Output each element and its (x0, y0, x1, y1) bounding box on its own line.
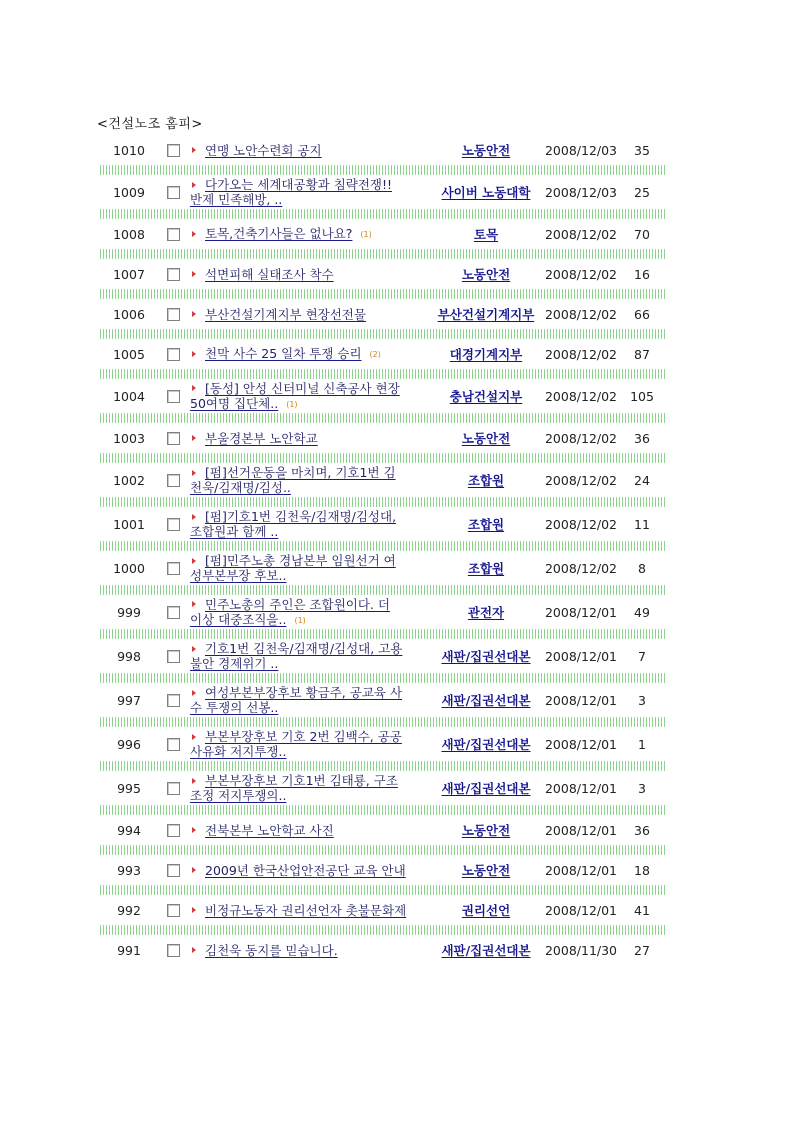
select-cell (158, 864, 188, 877)
post-number: 1002 (113, 472, 145, 488)
post-number: 1007 (113, 266, 145, 282)
post-title-link[interactable]: 2009년 한국산업안전공단 교육 안내 (205, 862, 406, 878)
post-number: 1009 (113, 184, 145, 200)
post-date: 2008/12/01 (544, 648, 618, 664)
view-count: 49 (634, 604, 650, 620)
post-date: 2008/12/01 (544, 902, 618, 918)
category-link[interactable]: 관전자 (467, 605, 505, 620)
row-divider (100, 209, 666, 219)
select-checkbox[interactable] (167, 904, 180, 917)
view-count: 7 (638, 648, 646, 664)
select-checkbox[interactable] (167, 650, 180, 663)
bullet-arrow-icon (192, 558, 196, 564)
bullet-arrow-icon (192, 351, 196, 357)
category-link[interactable]: 토목 (473, 227, 499, 242)
post-row (100, 815, 666, 845)
view-count: 41 (634, 902, 650, 918)
view-count: 35 (634, 142, 650, 158)
post-title-link[interactable]: [펌]기호1번 김천욱/김재명/김성대, (205, 509, 397, 524)
post-row (100, 299, 666, 329)
post-title-cell (188, 641, 431, 671)
post-date: 2008/12/02 (544, 516, 618, 532)
row-divider (100, 673, 666, 683)
post-number: 1000 (113, 560, 145, 576)
row-divider (100, 845, 666, 855)
post-title-link[interactable]: 토목,건축기사들은 없나요? (205, 226, 353, 241)
post-title-cell (188, 307, 431, 322)
view-count: 36 (634, 430, 650, 446)
post-title-cell (188, 143, 431, 158)
post-number: 991 (117, 942, 141, 958)
category-link[interactable]: 노동안전 (461, 863, 511, 878)
post-number: 1003 (113, 430, 145, 446)
bullet-arrow-icon (192, 601, 196, 607)
category-link[interactable]: 권리선언 (461, 903, 511, 918)
row-divider (100, 249, 666, 259)
post-date: 2008/12/01 (544, 862, 618, 878)
select-checkbox[interactable] (167, 228, 180, 241)
post-number: 1004 (113, 388, 145, 404)
post-number: 995 (117, 780, 141, 796)
select-cell (158, 144, 188, 157)
category-link[interactable]: 부산건설기계지부 (437, 307, 535, 322)
category-link[interactable]: 새판/집권선대본 (441, 649, 531, 664)
category-cell (431, 779, 541, 797)
bullet-arrow-icon (192, 867, 196, 873)
post-date: 2008/12/02 (544, 226, 618, 242)
select-checkbox[interactable] (167, 864, 180, 877)
select-checkbox[interactable] (167, 782, 180, 795)
post-number: 996 (117, 736, 141, 752)
post-row (100, 855, 666, 885)
category-cell (431, 429, 541, 447)
reply-count: (1) (360, 230, 372, 239)
select-checkbox[interactable] (167, 186, 180, 199)
post-title-cell (188, 685, 431, 715)
post-title-link[interactable]: 전북본부 노안학교 사진 (205, 822, 334, 838)
post-list (100, 135, 666, 965)
select-checkbox[interactable] (167, 308, 180, 321)
category-cell (431, 225, 541, 243)
category-link[interactable]: 새판/집권선대본 (441, 781, 531, 796)
select-checkbox[interactable] (167, 268, 180, 281)
view-count: 3 (638, 780, 646, 796)
category-link[interactable]: 노동안전 (461, 143, 511, 158)
row-divider (100, 629, 666, 639)
post-title-link-continued[interactable]: 이상 대중조직을.. (190, 611, 287, 627)
view-count: 105 (630, 388, 654, 404)
post-row (100, 935, 666, 965)
select-checkbox[interactable] (167, 518, 180, 531)
bullet-arrow-icon (192, 182, 196, 188)
post-title-cell (188, 773, 431, 803)
post-title-link-continued[interactable]: 조정 저지투쟁의.. (190, 788, 287, 803)
post-title-link-continued[interactable]: 천욱/김재명/김성.. (190, 480, 291, 495)
post-number: 998 (117, 648, 141, 664)
post-title-link[interactable]: 부본부장후보 기호 2번 김백수, 공공 (205, 729, 402, 744)
row-divider (100, 717, 666, 727)
post-row (100, 771, 666, 805)
select-checkbox[interactable] (167, 432, 180, 445)
post-row (100, 595, 666, 629)
post-title-link-continued[interactable]: 불안 경제위기 .. (190, 656, 279, 671)
category-cell (431, 265, 541, 283)
select-cell (158, 738, 188, 751)
post-row (100, 135, 666, 165)
post-row (100, 551, 666, 585)
bullet-arrow-icon (192, 470, 196, 476)
bullet-arrow-icon (192, 271, 196, 277)
row-divider (100, 453, 666, 463)
select-cell (158, 694, 188, 707)
post-number: 999 (117, 604, 141, 620)
category-cell (431, 603, 541, 621)
post-number: 1010 (113, 142, 145, 158)
select-cell (158, 606, 188, 619)
category-link[interactable]: 새판/집권선대본 (441, 693, 531, 708)
category-link[interactable]: 사이버 노동대학 (441, 185, 531, 200)
post-date: 2008/12/02 (544, 346, 618, 362)
bullet-arrow-icon (192, 514, 196, 520)
view-count: 24 (634, 472, 650, 488)
post-number: 1005 (113, 346, 145, 362)
category-cell (431, 647, 541, 665)
post-title-cell (188, 509, 431, 539)
post-date: 2008/12/02 (544, 472, 618, 488)
row-divider (100, 925, 666, 935)
post-row (100, 339, 666, 369)
post-title-link-continued[interactable]: 수 투쟁의 선봉.. (190, 700, 279, 715)
row-divider (100, 541, 666, 551)
post-title-cell (188, 267, 431, 282)
reply-count: (2) (369, 350, 381, 359)
post-row (100, 727, 666, 761)
post-date: 2008/12/02 (544, 306, 618, 322)
category-cell (431, 515, 541, 533)
select-cell (158, 518, 188, 531)
view-count: 8 (638, 560, 646, 576)
bullet-arrow-icon (192, 734, 196, 740)
category-link[interactable]: 조합원 (467, 517, 505, 532)
post-date: 2008/12/01 (544, 604, 618, 620)
post-date: 2008/12/02 (544, 560, 618, 576)
bullet-arrow-icon (192, 947, 196, 953)
select-cell (158, 228, 188, 241)
post-row (100, 379, 666, 413)
select-checkbox[interactable] (167, 824, 180, 837)
post-date: 2008/12/02 (544, 388, 618, 404)
post-title-cell (188, 346, 431, 362)
select-cell (158, 650, 188, 663)
row-divider (100, 329, 666, 339)
post-title-cell (188, 943, 431, 958)
row-divider (100, 585, 666, 595)
row-divider (100, 805, 666, 815)
category-cell (431, 471, 541, 489)
view-count: 25 (634, 184, 650, 200)
view-count: 11 (634, 516, 650, 532)
post-title-link[interactable]: 민주노총의 주인은 조합원이다. 더 (205, 596, 390, 612)
post-title-link[interactable]: 부울경본부 노안학교 (205, 430, 318, 446)
post-title-link[interactable]: 연맹 노안수련회 공지 (205, 142, 322, 158)
post-date: 2008/12/01 (544, 822, 618, 838)
row-divider (100, 497, 666, 507)
row-divider (100, 413, 666, 423)
post-title-link[interactable]: 기호1번 김천욱/김재명/김성대, 고용 (205, 641, 403, 656)
post-title-cell (188, 381, 431, 412)
select-cell (158, 432, 188, 445)
category-cell (431, 901, 541, 919)
post-title-cell (188, 431, 431, 446)
select-checkbox[interactable] (167, 348, 180, 361)
post-title-link[interactable]: [동성] 안성 신터미널 신축공사 현장 (205, 380, 400, 396)
select-checkbox[interactable] (167, 738, 180, 751)
post-title-link-continued[interactable]: 50여명 집단체.. (190, 395, 279, 411)
bullet-arrow-icon (192, 646, 196, 652)
category-link[interactable]: 새판/집권선대본 (441, 737, 531, 752)
post-row (100, 219, 666, 249)
post-date: 2008/12/03 (544, 142, 618, 158)
post-title-link-continued[interactable]: 조합원과 함께 .. (190, 524, 279, 539)
post-title-link[interactable]: 석면피해 실태조사 착수 (205, 266, 334, 282)
view-count: 70 (634, 226, 650, 242)
post-title-link[interactable]: 여성부본부장후보 황금주, 공교육 사 (205, 685, 403, 700)
post-date: 2008/12/01 (544, 780, 618, 796)
select-checkbox[interactable] (167, 606, 180, 619)
bullet-arrow-icon (192, 827, 196, 833)
select-cell (158, 944, 188, 957)
post-row (100, 639, 666, 673)
category-cell (431, 387, 541, 405)
post-title-link[interactable]: 다가오는 세계대공황과 침략전쟁!! (205, 177, 393, 192)
post-title-cell (188, 863, 431, 878)
row-divider (100, 165, 666, 175)
category-link[interactable]: 노동안전 (461, 431, 511, 446)
select-cell (158, 186, 188, 199)
post-row (100, 895, 666, 925)
post-title-link-continued[interactable]: 사유화 저지투쟁.. (190, 744, 287, 759)
reply-count: (1) (294, 615, 306, 625)
post-number: 993 (117, 862, 141, 878)
category-cell (431, 861, 541, 879)
select-cell (158, 308, 188, 321)
category-link[interactable]: 새판/집권선대본 (441, 943, 531, 958)
row-divider (100, 761, 666, 771)
bullet-arrow-icon (192, 311, 196, 317)
post-title-link[interactable]: [펌]선거운동을 마치며, 기호1번 김 (205, 465, 396, 480)
view-count: 27 (634, 942, 650, 958)
post-title-link[interactable]: 부산건설기계지부 현장선전물 (205, 306, 366, 322)
select-cell (158, 904, 188, 917)
select-cell (158, 474, 188, 487)
bullet-arrow-icon (192, 147, 196, 153)
row-divider (100, 885, 666, 895)
category-cell (431, 691, 541, 709)
post-title-cell (188, 553, 431, 583)
post-row (100, 463, 666, 497)
category-link[interactable]: 충남건설지부 (449, 389, 523, 404)
row-divider (100, 289, 666, 299)
row-divider (100, 369, 666, 379)
view-count: 36 (634, 822, 650, 838)
post-title-link[interactable]: 김천욱 동지를 믿습니다. (205, 942, 338, 958)
post-date: 2008/12/02 (544, 266, 618, 282)
category-link[interactable]: 노동안전 (461, 267, 511, 282)
post-title-link[interactable]: [펌]민주노총 경남본부 임원선거 여 (205, 553, 396, 568)
reply-count: (1) (286, 399, 298, 409)
post-title-link[interactable]: 천막 사수 25 일차 투쟁 승리 (205, 346, 362, 361)
category-cell (431, 941, 541, 959)
select-cell (158, 348, 188, 361)
post-number: 994 (117, 822, 141, 838)
select-cell (158, 268, 188, 281)
select-checkbox[interactable] (167, 944, 180, 957)
bullet-arrow-icon (192, 690, 196, 696)
post-date: 2008/12/03 (544, 184, 618, 200)
select-checkbox[interactable] (167, 694, 180, 707)
post-title-link-continued[interactable]: 반제 민족해방, .. (190, 192, 283, 207)
view-count: 18 (634, 862, 650, 878)
post-title-cell (188, 226, 431, 242)
select-cell (158, 562, 188, 575)
bullet-arrow-icon (192, 778, 196, 784)
category-cell (431, 821, 541, 839)
post-number: 992 (117, 902, 141, 918)
post-date: 2008/12/02 (544, 430, 618, 446)
view-count: 66 (634, 306, 650, 322)
bullet-arrow-icon (192, 435, 196, 441)
category-cell (431, 305, 541, 323)
post-title-link[interactable]: 부본부장후보 기호1번 김태룡, 구조 (205, 773, 398, 788)
bullet-arrow-icon (192, 385, 196, 391)
post-title-cell (188, 465, 431, 495)
post-date: 2008/12/01 (544, 692, 618, 708)
category-cell (431, 559, 541, 577)
post-title-cell (188, 823, 431, 838)
select-checkbox[interactable] (167, 562, 180, 575)
page-title: <건설노조 홈피> (97, 117, 203, 132)
category-cell (431, 735, 541, 753)
post-row (100, 259, 666, 289)
select-checkbox[interactable] (167, 390, 180, 403)
category-link[interactable]: 대경기계지부 (449, 347, 523, 362)
view-count: 16 (634, 266, 650, 282)
post-title-cell (188, 903, 431, 918)
bullet-arrow-icon (192, 231, 196, 237)
category-cell (431, 141, 541, 159)
select-checkbox[interactable] (167, 144, 180, 157)
post-date: 2008/11/30 (544, 942, 618, 958)
post-row (100, 507, 666, 541)
post-number: 1006 (113, 306, 145, 322)
post-title-cell (188, 597, 431, 628)
category-link[interactable]: 조합원 (467, 473, 505, 488)
category-cell (431, 345, 541, 363)
post-title-cell (188, 177, 431, 207)
select-cell (158, 782, 188, 795)
post-row (100, 175, 666, 209)
select-checkbox[interactable] (167, 474, 180, 487)
post-row (100, 423, 666, 453)
post-date: 2008/12/01 (544, 736, 618, 752)
post-number: 997 (117, 692, 141, 708)
select-cell (158, 824, 188, 837)
view-count: 87 (634, 346, 650, 362)
view-count: 1 (638, 736, 646, 752)
bullet-arrow-icon (192, 907, 196, 913)
category-link[interactable]: 조합원 (467, 561, 505, 576)
post-row (100, 683, 666, 717)
category-cell (431, 183, 541, 201)
category-link[interactable]: 노동안전 (461, 823, 511, 838)
post-number: 1008 (113, 226, 145, 242)
post-title-link-continued[interactable]: 성부본부장 후보.. (190, 568, 287, 583)
select-cell (158, 390, 188, 403)
post-title-cell (188, 729, 431, 759)
post-title-link[interactable]: 비정규노동자 권리선언자 촛불문화제 (205, 902, 407, 918)
post-number: 1001 (113, 516, 145, 532)
view-count: 3 (638, 692, 646, 708)
